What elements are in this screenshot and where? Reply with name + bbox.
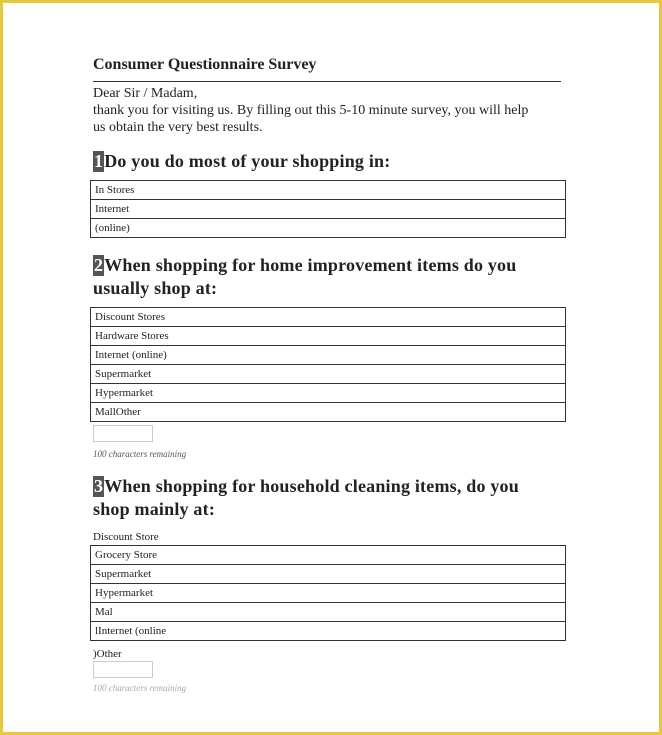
- q2-option-hardware-stores[interactable]: Hardware Stores: [91, 327, 566, 346]
- q2-other-input[interactable]: [93, 425, 153, 442]
- question-3-number: 3: [94, 476, 104, 496]
- q3-option-discount-store[interactable]: Discount Store: [93, 531, 159, 543]
- question-2-heading: [93, 254, 563, 300]
- question-2-number: 2: [94, 255, 104, 275]
- intro-line-3: us obtain the very best results.: [93, 120, 263, 135]
- q3-option-mall[interactable]: Mal: [91, 603, 566, 622]
- q2-option-supermarket[interactable]: Supermarket: [91, 365, 566, 384]
- q1-option-online[interactable]: (online): [91, 219, 566, 238]
- intro-line-2: thank you for visiting us. By filling out this 5-10 minute survey, you will help: [93, 103, 529, 118]
- question-3-text-line-2: shop mainly at:: [93, 499, 216, 519]
- question-2-options: [90, 307, 566, 422]
- q2-option-internet-online[interactable]: Internet (online): [91, 346, 566, 365]
- q3-other-input[interactable]: [93, 661, 153, 678]
- survey-page: [3, 3, 659, 732]
- question-1-number: 1: [94, 151, 104, 171]
- question-1-heading: [93, 150, 563, 173]
- q3-option-internet-online[interactable]: lInternet (online: [91, 622, 566, 641]
- q3-option-hypermarket[interactable]: Hypermarket: [91, 584, 566, 603]
- q2-option-hypermarket[interactable]: Hypermarket: [91, 384, 566, 403]
- q1-option-internet[interactable]: Internet: [91, 200, 566, 219]
- q3-option-other[interactable]: )Other: [93, 648, 122, 660]
- q2-option-mall-other[interactable]: MallOther: [91, 403, 566, 422]
- question-2-text-line-2: usually shop at:: [93, 278, 218, 298]
- q1-option-in-stores[interactable]: In Stores: [91, 181, 566, 200]
- greeting: Dear Sir / Madam,: [93, 86, 198, 101]
- q3-option-supermarket[interactable]: Supermarket: [91, 565, 566, 584]
- question-2-text-line-1: When shopping for home improvement items do you: [104, 255, 517, 275]
- question-3-text-line-1: When shopping for household cleaning items, do you: [104, 476, 519, 496]
- title-divider: [93, 81, 561, 82]
- question-3-heading: [93, 475, 563, 521]
- question-1-text: Do you do most of your shopping in:: [104, 151, 391, 171]
- q2-characters-remaining: 100 characters remaining: [93, 449, 187, 459]
- intro-text: [93, 85, 563, 136]
- question-3-options: [90, 545, 566, 641]
- q2-option-discount-stores[interactable]: Discount Stores: [91, 308, 566, 327]
- q3-characters-remaining: 100 characters remaining: [93, 683, 187, 693]
- question-1-options: [90, 180, 566, 238]
- q3-option-grocery-store[interactable]: Grocery Store: [91, 546, 566, 565]
- page-title: Consumer Questionnaire Survey: [93, 56, 317, 73]
